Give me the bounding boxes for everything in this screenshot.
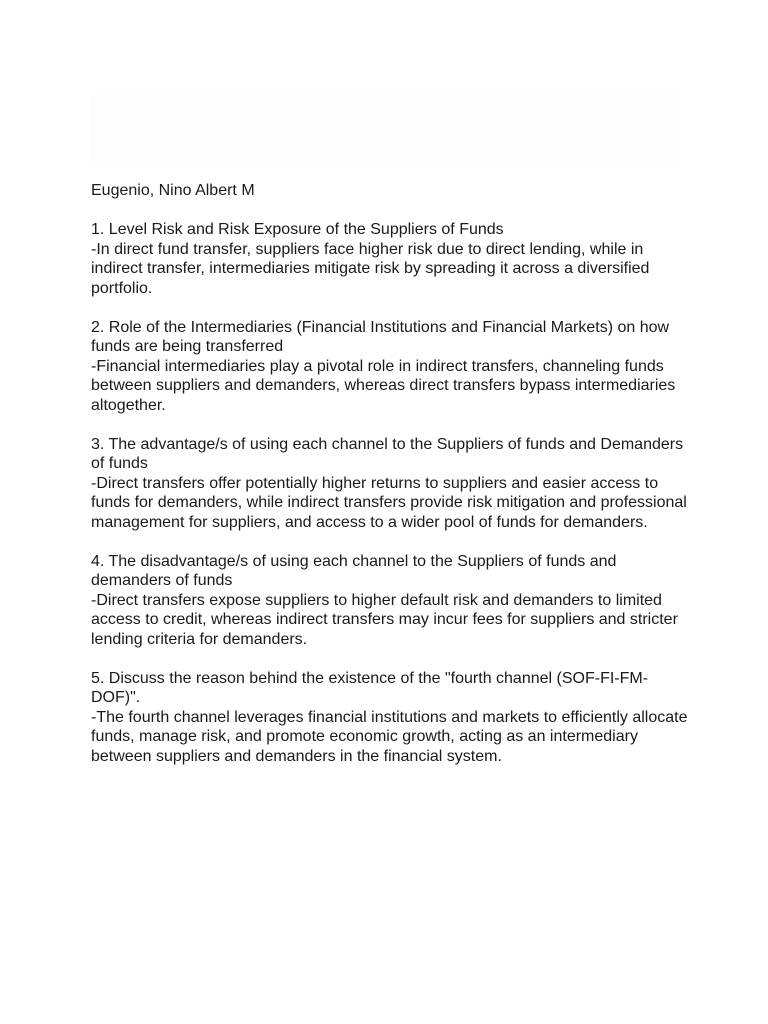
section-4 — [91, 552, 691, 650]
answer-4: -Direct transfers expose suppliers to higher default risk and demanders to limited access to credit, whereas indirect transfers may incur fees for suppliers and stricter lending criteria for demanders. — [91, 591, 678, 648]
section-5 — [91, 669, 691, 767]
answer-1: -In direct fund transfer, suppliers face higher risk due to direct lending, while in indirect transfer, intermediaries mitigate risk by spreading it across a diversified portfolio. — [91, 240, 650, 297]
section-1 — [91, 220, 691, 298]
question-4: 4. The disadvantage/s of using each channel to the Suppliers of funds and demanders of funds — [91, 552, 617, 589]
question-5: 5. Discuss the reason behind the existence of the "fourth channel (SOF-FI-FM-DOF)". — [91, 669, 649, 706]
section-2 — [91, 318, 691, 416]
section-3 — [91, 435, 691, 533]
document-body — [91, 181, 691, 786]
header-area — [90, 95, 680, 167]
question-1: 1. Level Risk and Risk Exposure of the Suppliers of Funds — [91, 221, 504, 238]
answer-5: -The fourth channel leverages financial institutions and markets to efficiently allocate funds, manage risk, and promote economic growth, acting as an intermediary between suppliers and demanders in the financial system. — [91, 708, 688, 765]
answer-3: -Direct transfers offer potentially higher returns to suppliers and easier access to funds for demanders, while indirect transfers provide risk mitigation and professional management for suppliers, and access to a wider pool of funds for demanders. — [91, 474, 687, 531]
answer-2: -Financial intermediaries play a pivotal role in indirect transfers, channeling funds between suppliers and demanders, whereas direct transfers bypass intermediaries altogether. — [91, 357, 676, 414]
question-3: 3. The advantage/s of using each channel to the Suppliers of funds and Demanders of funds — [91, 435, 684, 472]
author-name: Eugenio, Nino Albert M — [91, 182, 255, 199]
question-2: 2. Role of the Intermediaries (Financial Institutions and Financial Markets) on how funds are being transferred — [91, 318, 670, 355]
